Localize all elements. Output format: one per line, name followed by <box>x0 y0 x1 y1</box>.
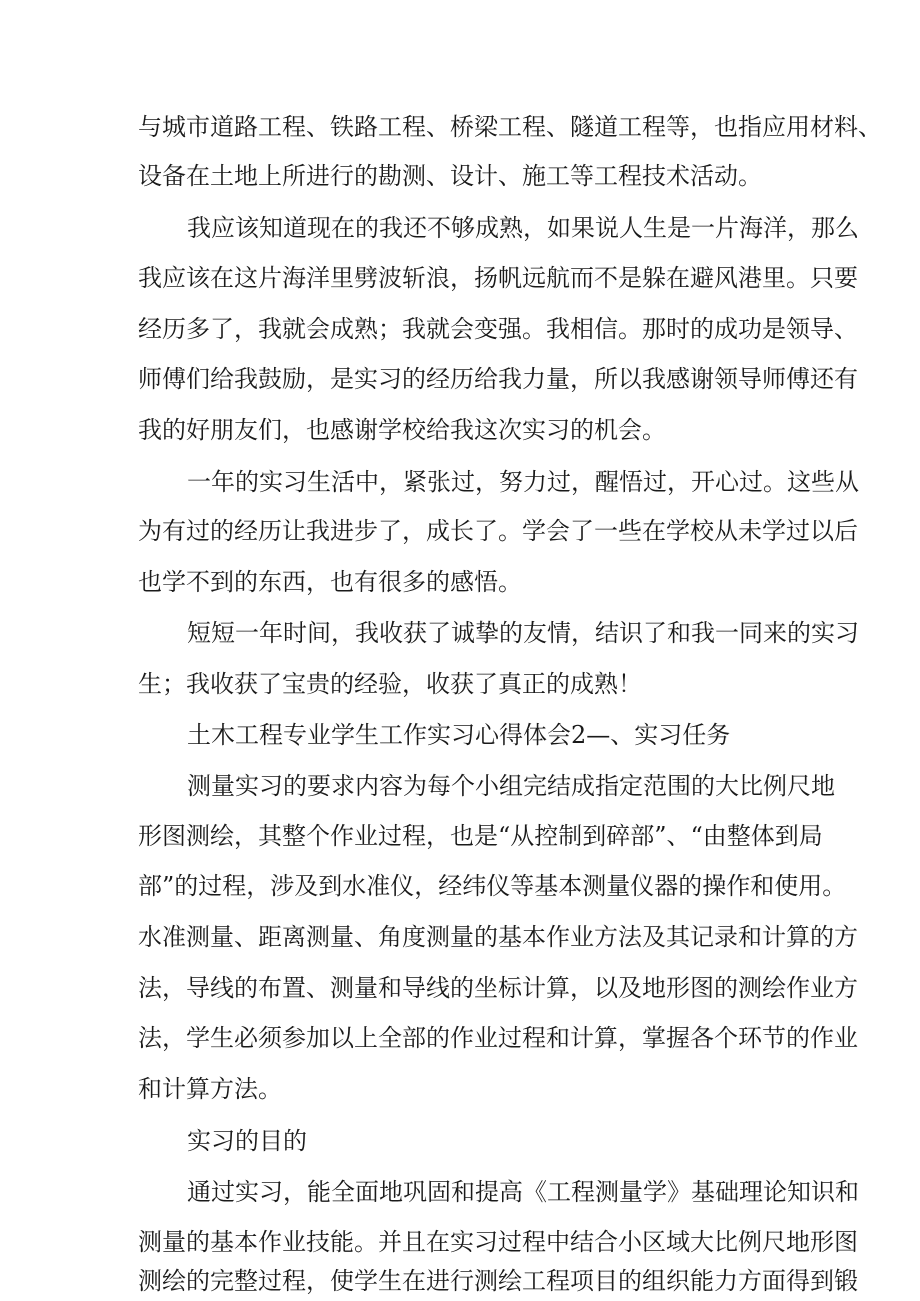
text-line: 形图测绘，其整个作业过程，也是“从控制到碎部”、“由整体到局 <box>138 822 823 850</box>
text-line: 短短一年时间，我收获了诚挚的友情，结识了和我一同来的实习 <box>187 619 859 647</box>
text-line: 师傅们给我鼓励，是实习的经历给我力量，所以我感谢领导师傅还有 <box>138 365 858 393</box>
text-line: 与城市道路工程、铁路工程、桥梁工程、隧道工程等，也指应用材料、 <box>138 113 882 141</box>
section-heading: 实习的目的 <box>187 1127 307 1155</box>
text-line: 设备在土地上所进行的勘测、设计、施工等工程技术活动。 <box>138 162 762 190</box>
text-line: 我的好朋友们，也感谢学校给我这次实习的机会。 <box>138 416 666 444</box>
text-line: 为有过的经历让我进步了，成长了。学会了一些在学校从未学过以后 <box>138 517 858 545</box>
text-line: 法，导线的布置、测量和导线的坐标计算，以及地形图的测绘作业方 <box>138 974 858 1002</box>
text-line: 一年的实习生活中，紧张过，努力过，醒悟过，开心过。这些从 <box>187 468 859 496</box>
text-line: 生；我收获了宝贵的经验，收获了真正的成熟！ <box>138 670 642 698</box>
text-line: 我应该知道现在的我还不够成熟，如果说人生是一片海洋，那么 <box>187 214 859 242</box>
text-line: 测量的基本作业技能。并且在实习过程中结合小区域大比例尺地形图 <box>138 1228 858 1256</box>
text-line: 我应该在这片海洋里劈波斩浪，扬帆远航而不是躲在避风港里。只要 <box>138 264 858 292</box>
text-line: 也学不到的东西，也有很多的感悟。 <box>138 568 522 596</box>
text-line: 和计算方法。 <box>138 1075 282 1103</box>
text-line: 通过实习，能全面地巩固和提高《工程测量学》基础理论知识和 <box>187 1178 859 1206</box>
text-line: 部”的过程，涉及到水准仪，经纬仪等基本测量仪器的操作和使用。 <box>138 872 847 900</box>
text-line: 法，学生必须参加以上全部的作业过程和计算，掌握各个环节的作业 <box>138 1024 858 1052</box>
text-line: 测量实习的要求内容为每个小组完结成指定范围的大比例尺地 <box>187 772 835 800</box>
text-line: 经历多了，我就会成熟；我就会变强。我相信。那时的成功是领导、 <box>138 315 858 343</box>
text-line: 水准测量、距离测量、角度测量的基本作业方法及其记录和计算的方 <box>138 923 858 951</box>
section-heading: 土木工程专业学生工作实习心得体会2—、实习任务 <box>187 721 731 749</box>
text-line: 测绘的完整过程，使学生在进行测绘工程项目的组织能力方面得到锻 <box>138 1267 858 1295</box>
